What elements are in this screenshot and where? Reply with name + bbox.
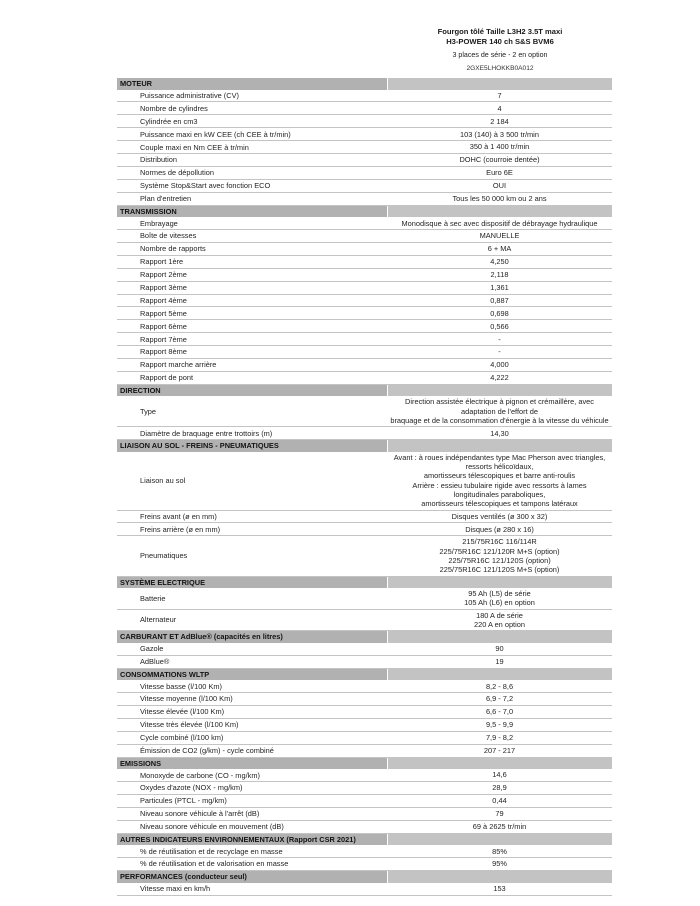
row-label: Niveau sonore véhicule à l'arrêt (dB) <box>140 809 260 819</box>
row-label: Vitesse basse (l/100 Km) <box>140 681 223 691</box>
table-row <box>117 217 612 230</box>
row-value: OUI <box>492 181 507 191</box>
row-label: Vitesse élevée (l/100 Km) <box>140 707 225 717</box>
section-header-filler <box>388 206 612 218</box>
table-row <box>117 141 612 154</box>
row-value: - <box>498 347 501 357</box>
model-code: 2GXE5LHOKKB0A012 <box>466 65 534 73</box>
section-header <box>117 758 612 770</box>
table-row <box>117 243 612 256</box>
document-header <box>388 27 612 73</box>
table-row <box>117 523 612 536</box>
row-value: 28,9 <box>492 783 507 793</box>
row-label: Batterie <box>140 593 166 603</box>
table-row <box>117 167 612 180</box>
table-row <box>117 90 612 103</box>
row-label: Vitesse maxi en km/h <box>140 883 211 893</box>
row-label: Rapport 8ème <box>140 347 187 357</box>
row-value: 85% <box>492 846 507 856</box>
row-value: 95 Ah (L5) de série 105 Ah (L6) en option <box>464 589 535 608</box>
section-title: LIAISON AU SOL - FREINS - PNEUMATIQUES <box>117 440 387 452</box>
row-value: 103 (140) à 3 500 tr/min <box>460 129 539 139</box>
table-row <box>117 307 612 320</box>
section-header <box>117 871 612 883</box>
section-header <box>117 440 612 452</box>
table-row <box>117 427 612 440</box>
row-value: 4,222 <box>490 373 509 383</box>
section-title: CARBURANT ET AdBlue® (capacités en litres) <box>117 631 387 643</box>
row-value: Avant : à roues indépendantes type Mac Pherson avec triangles, ressorts hélicoïdaux, amortisseurs télescopiques et barre anti-roulis Arrière : essieu tubulaire rigide avec ressorts à lames longitudinales paraboliques, amortisseurs télescopiques et tampons latéraux <box>393 452 606 509</box>
section-title: EMISSIONS <box>117 758 387 770</box>
row-value: 1,361 <box>490 282 509 292</box>
row-label: AdBlue® <box>140 657 170 667</box>
row-value: 4,000 <box>490 360 509 370</box>
section-header-filler <box>388 758 612 770</box>
row-label: Boîte de vitesses <box>140 231 197 241</box>
row-value: 0,44 <box>492 796 507 806</box>
row-value: 7,9 - 8,2 <box>485 733 514 743</box>
row-label: Embrayage <box>140 218 178 228</box>
table-row <box>117 452 612 511</box>
table-row <box>117 693 612 706</box>
section-title: MOTEUR <box>117 78 387 90</box>
row-value: 95% <box>492 859 507 869</box>
table-row <box>117 732 612 745</box>
row-label: % de réutilisation et de valorisation en masse <box>140 859 289 869</box>
table-row <box>117 154 612 167</box>
section-title: PERFORMANCES (conducteur seul) <box>117 871 387 883</box>
row-label: Système Stop&Start avec fonction ECO <box>140 181 271 191</box>
section-header-filler <box>388 440 612 452</box>
section-header-filler <box>388 871 612 883</box>
table-row <box>117 333 612 346</box>
row-label: Rapport 6ème <box>140 321 187 331</box>
table-row <box>117 511 612 524</box>
row-value: Euro 6E <box>486 168 513 178</box>
row-value: 0,698 <box>490 308 509 318</box>
section-header <box>117 669 612 681</box>
table-row <box>117 706 612 719</box>
row-value: MANUELLE <box>479 231 520 241</box>
row-label: Rapport 5ème <box>140 308 187 318</box>
section-header-filler <box>388 385 612 397</box>
table-row <box>117 372 612 385</box>
table-row <box>117 610 612 632</box>
row-value: 207 - 217 <box>483 746 516 755</box>
row-value: Tous les 50 000 km ou 2 ans <box>452 194 547 204</box>
row-label: % de réutilisation et de recyclage en masse <box>140 846 283 856</box>
row-value: Disques (ø 280 x 16) <box>465 524 534 534</box>
table-row <box>117 115 612 128</box>
row-label: Couple maxi en Nm CEE à tr/min <box>140 142 249 152</box>
row-value: 14,30 <box>490 428 509 438</box>
table-row <box>117 858 612 871</box>
section-header <box>117 631 612 643</box>
table-row <box>117 845 612 858</box>
table-row <box>117 193 612 206</box>
row-label: Distribution <box>140 155 177 165</box>
table-row <box>117 745 612 758</box>
row-label: Nombre de rapports <box>140 244 206 254</box>
section-title: CONSOMMATIONS WLTP <box>117 669 387 681</box>
table-row <box>117 719 612 732</box>
row-label: Vitesse moyenne (l/100 Km) <box>140 694 233 704</box>
section-header <box>117 834 612 846</box>
table-row <box>117 396 612 427</box>
section-header <box>117 206 612 218</box>
row-label: Vitesse très élevée (l/100 Km) <box>140 720 239 730</box>
row-value: 6,9 - 7,2 <box>485 694 514 704</box>
row-value: 0,887 <box>490 295 509 305</box>
row-label: Gazole <box>140 644 164 654</box>
vehicle-title-line2: H3-POWER 140 ch S&S BVM6 <box>446 36 554 46</box>
row-label: Cycle combiné (l/100 km) <box>140 733 224 743</box>
row-value: 6 + MA <box>487 244 512 254</box>
table-row <box>117 295 612 308</box>
row-value: Disques ventilés (ø 300 x 32) <box>451 511 548 521</box>
row-label: Alternateur <box>140 615 177 625</box>
row-label: Rapport de pont <box>140 373 194 383</box>
row-value: 4,250 <box>490 257 509 267</box>
table-row <box>117 680 612 693</box>
table-row <box>117 883 612 896</box>
table-row <box>117 656 612 669</box>
row-value: 153 <box>493 883 506 893</box>
vehicle-title-line1: Fourgon tôlé Taille L3H2 3.5T maxi <box>437 27 563 36</box>
table-row <box>117 359 612 372</box>
table-row <box>117 230 612 243</box>
section-title: AUTRES INDICATEURS ENVIRONNEMENTAUX (Rapport CSR 2021) <box>117 834 387 846</box>
row-value: 2,118 <box>490 270 509 280</box>
section-header-filler <box>388 669 612 681</box>
row-value: DOHC (courroie dentée) <box>459 155 540 165</box>
row-label: Freins avant (ø en mm) <box>140 511 217 521</box>
row-label: Particules (PTCL - mg/km) <box>140 796 227 806</box>
row-label: Puissance administrative (CV) <box>140 90 239 100</box>
row-label: Diamètre de braquage entre trottoirs (m) <box>140 428 273 438</box>
seats-subtitle: 3 places de série - 2 en option <box>452 51 548 60</box>
table-row <box>117 769 612 782</box>
row-value: 19 <box>495 657 504 667</box>
row-value: 14,6 <box>492 770 507 780</box>
row-label: Nombre de cylindres <box>140 103 208 113</box>
row-label: Émission de CO2 (g/km) - cycle combiné <box>140 746 274 756</box>
row-value: 2 184 <box>490 116 509 126</box>
row-value: 6,6 - 7,0 <box>485 707 514 717</box>
row-label: Rapport 2ème <box>140 270 187 280</box>
table-row <box>117 588 612 610</box>
row-value: Direction assistée électrique à pignon et crémaillère, avec adaptation de l'effort de braquage et de la consommation d'énergie à la vitesse du véhicule <box>390 397 609 425</box>
table-row <box>117 256 612 269</box>
row-label: Monoxyde de carbone (CO - mg/km) <box>140 770 260 780</box>
row-label: Cylindrée en cm3 <box>140 116 198 126</box>
row-value: 69 à 2625 tr/min <box>472 822 527 832</box>
row-value: 4 <box>497 103 502 113</box>
row-label: Liaison au sol <box>140 476 186 486</box>
table-row <box>117 782 612 795</box>
row-value: 90 <box>495 644 504 654</box>
row-label: Pneumatiques <box>140 551 188 561</box>
table-row <box>117 269 612 282</box>
row-value: Monodisque à sec avec dispositif de débrayage hydraulique <box>401 218 598 228</box>
row-value: 0,566 <box>490 321 509 331</box>
row-label: Rapport 7ème <box>140 334 187 344</box>
row-value: 350 à 1 400 tr/min <box>469 142 530 152</box>
row-value: 79 <box>495 809 504 819</box>
table-row <box>117 536 612 576</box>
row-label: Rapport 4ème <box>140 295 187 305</box>
row-label: Type <box>140 406 157 416</box>
section-header-filler <box>388 631 612 643</box>
section-title: TRANSMISSION <box>117 206 387 218</box>
section-header-filler <box>388 834 612 846</box>
table-row <box>117 821 612 834</box>
row-label: Rapport marche arrière <box>140 360 217 370</box>
section-header <box>117 577 612 589</box>
table-row <box>117 282 612 295</box>
row-label: Oxydes d'azote (NOX - mg/km) <box>140 783 243 793</box>
table-row <box>117 102 612 115</box>
row-value: - <box>498 334 501 344</box>
row-value: 7 <box>497 90 502 100</box>
table-row <box>117 128 612 141</box>
row-value: 180 A de série 220 A en option <box>474 610 525 629</box>
section-header <box>117 78 612 90</box>
section-header <box>117 385 612 397</box>
table-row <box>117 795 612 808</box>
table-row <box>117 643 612 656</box>
table-row <box>117 346 612 359</box>
table-row <box>117 180 612 193</box>
row-value: 9,5 - 9,9 <box>485 720 514 730</box>
row-label: Niveau sonore véhicule en mouvement (dB) <box>140 822 284 832</box>
row-value: 215/75R16C 116/114R 225/75R16C 121/120R M+S (option) 225/75R16C 121/120S (option) 225/75R16C 121/120S M+S (option) <box>439 537 560 575</box>
section-header-filler <box>388 577 612 589</box>
spec-table <box>117 78 612 896</box>
section-title: DIRECTION <box>117 385 387 397</box>
row-label: Normes de dépollution <box>140 168 214 178</box>
section-header-filler <box>388 78 612 90</box>
row-label: Puissance maxi en kW CEE (ch CEE à tr/min) <box>140 129 291 139</box>
table-row <box>117 320 612 333</box>
row-label: Rapport 1ère <box>140 257 184 267</box>
row-label: Plan d'entretien <box>140 194 192 204</box>
table-row <box>117 808 612 821</box>
row-label: Freins arrière (ø en mm) <box>140 524 221 534</box>
row-value: 8,2 - 8,6 <box>485 681 514 691</box>
row-label: Rapport 3ème <box>140 283 187 292</box>
section-title: SYSTÈME ELECTRIQUE <box>117 577 387 589</box>
